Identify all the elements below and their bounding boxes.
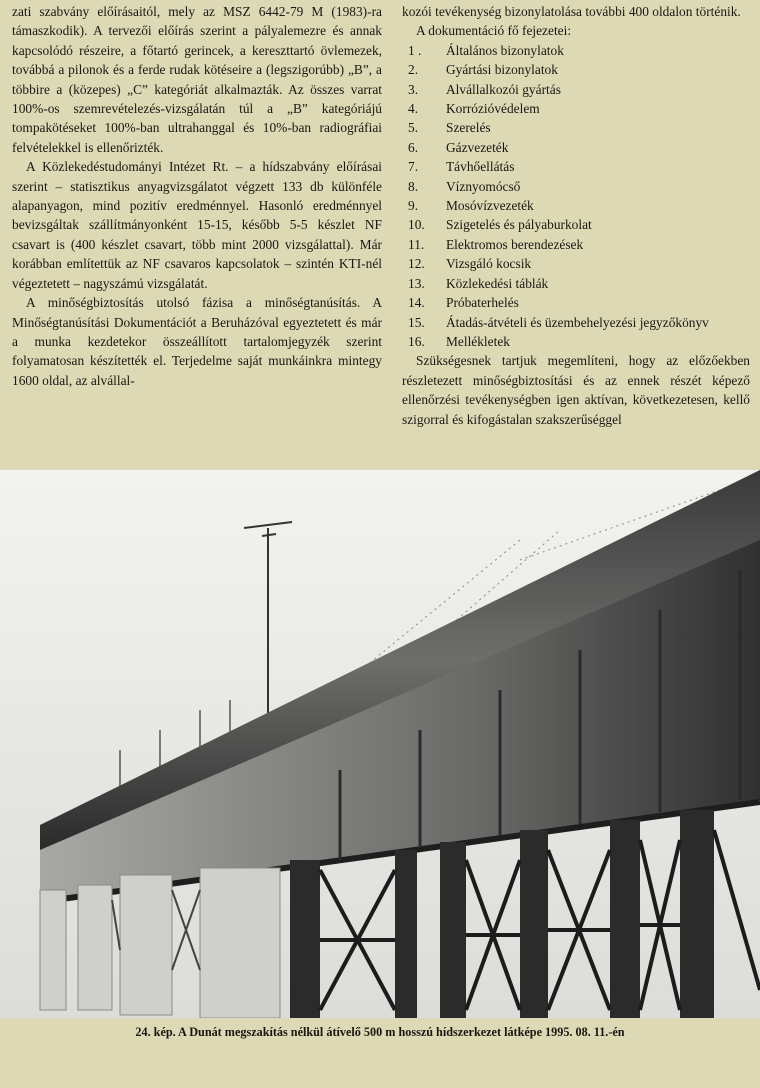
chapter-number: 8. [408,178,419,194]
chapter-number: 2. [408,62,419,78]
figure-caption: 24. kép. A Dunát megszakítás nélkül átívelő 500 m hosszú hídszerkezet látképe 1995. 08. 11.-én [135,1025,625,1039]
chapter-item [402,274,750,293]
chapter-item [402,41,750,60]
chapter-item [402,215,750,234]
chapter-number: 7. [408,159,419,175]
chapter-title: Vizsgáló kocsik [446,256,532,272]
chapter-title: Próbaterhelés [446,295,519,311]
paragraph-closing: Szükségesnek tartjuk megemlíteni, hogy az előzőekben részletezett minőségbiztosítási és az ennek részét képező ellenőrzési tevékenységben igen aktívan, következetesen, kellő szigorral és kifogástalan szakszerűséggel [402,353,750,427]
chapter-number: 16. [408,333,425,349]
chapter-title: Elektromos berendezések [446,236,584,252]
chapter-title: Alvállalkozói gyártás [446,81,561,97]
chapter-list-heading: A dokumentáció fő fejezetei: [416,23,572,39]
chapter-number: 15. [408,314,425,330]
chapter-item [402,60,750,79]
chapter-number: 10. [408,217,425,233]
chapter-item [402,118,750,137]
chapter-item [402,313,750,332]
chapter-item [402,99,750,118]
paragraph-material-testing: A Közlekedéstudományi Intézet Rt. – a hídszabvány előírásai szerint – statisztikus anyagvizsgálatot végzett 133 db különféle alapanyagon, mind pozitív eredménnyel. Hasonló eredménnyel bevizsgáltak szállítmányonként 15-15, később 5-5 készlet NF csavart is (400 készlet csavart, több mint 2000 vizsgálattal). Már korábban említettük az NF csavaros kapcsolatok – szintén KTI-nél végeztetett – nagyszámú vizsgálatát. [12,159,382,291]
bridge-photograph [0,470,760,1018]
chapter-number: 5. [408,120,419,136]
paragraph-subcontractor-docs: kozói tevékenység bizonylatolása további 400 oldalon történik. [402,4,741,19]
chapter-item [402,254,750,273]
paragraph-quality-certification: A minőségbiztosítás utolsó fázisa a minőségtanúsítás. A Minőségtanúsítási Dokumentációt a Beruházóval egyeztetett és már a munka kezdetekor összeállított tartalomjegyzék szerint folyamatosan készítették el. Terjedelme saját munkáinkra mintegy 1600 oldal, az alvállal- [12,295,382,388]
chapter-title: Gázvezeték [446,139,509,155]
chapter-title: Gyártási bizonylatok [446,62,558,78]
chapter-title: Víznyomócső [446,178,521,194]
chapter-number: 1 . [408,42,422,58]
chapter-item [402,157,750,176]
chapter-list [402,41,750,352]
left-text-column [12,2,382,390]
chapter-number: 6. [408,139,419,155]
paragraph-welding-inspection: zati szabvány előírásaitól, mely az MSZ 6442-79 M (1983)-ra támaszkodik). A tervezői előírás szerint a pályalemezre és annak kapcsolódó részeire, a főtartó gerincek, a kereszttartó övlemezek, továbbá a pilonok és a ferde rudak kötéseire a (legszigorúbb) „B”, a többire a (közepes) „C” kategóriát alkalmazták. Az összes varrat 100%-os szemrevételezés-vizsgálatán túl a „B” kategóriájú tompakötéseket 100%-ban ultrahanggal és 10%-ban radiográfiai felvételekkel is ellenőrizték. [12,4,382,155]
chapter-title: Mellékletek [446,333,510,349]
chapter-item [402,235,750,254]
chapter-number: 13. [408,275,425,291]
chapter-item [402,293,750,312]
chapter-item [402,80,750,99]
chapter-number: 9. [408,198,419,214]
chapter-number: 4. [408,101,419,117]
chapter-title: Általános bizonylatok [446,42,564,58]
chapter-item [402,332,750,351]
chapter-title: Szerelés [446,120,491,136]
chapter-title: Közlekedési táblák [446,275,549,291]
chapter-number: 11. [408,236,425,252]
chapter-item [402,196,750,215]
chapter-number: 12. [408,256,425,272]
chapter-title: Mosóvízvezeték [446,198,534,214]
chapter-number: 14. [408,295,425,311]
chapter-title: Szigetelés és pályaburkolat [446,217,592,233]
chapter-number: 3. [408,81,419,97]
chapter-title: Korrózióvédelem [446,101,540,117]
chapter-title: Átadás-átvételi és üzembehelyezési jegyzőkönyv [446,314,709,330]
right-text-column [402,2,750,429]
chapter-item [402,138,750,157]
chapter-item [402,177,750,196]
chapter-title: Távhőellátás [446,159,515,175]
